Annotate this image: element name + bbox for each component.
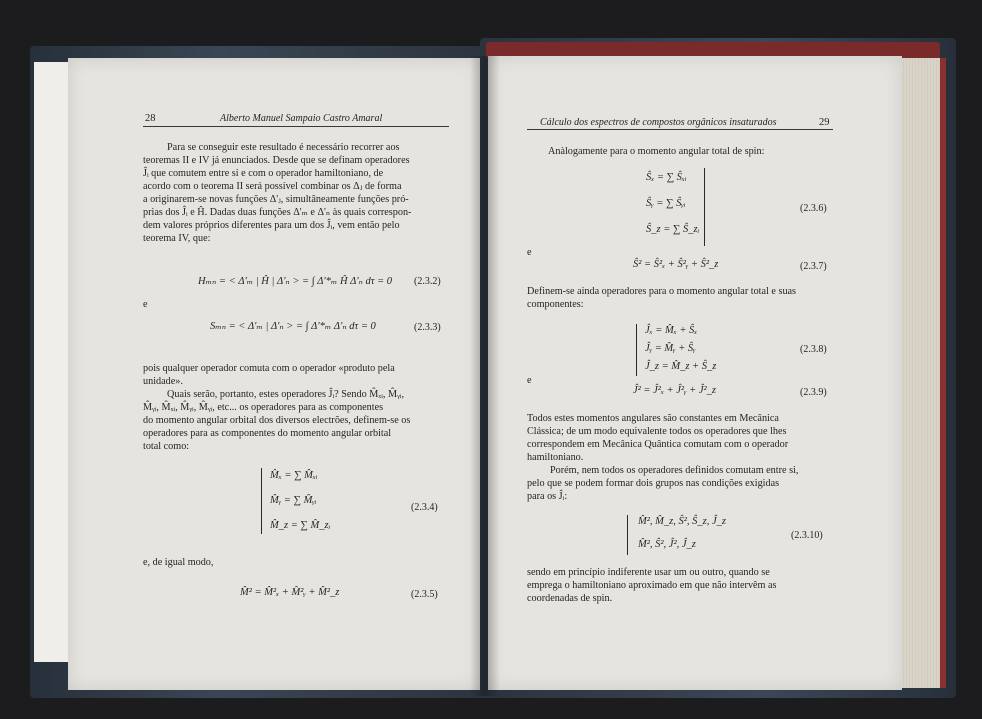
equation-number: (2.3.2) bbox=[414, 276, 441, 287]
equation-2-3-7: Ŝ² = Ŝ²ₓ + Ŝ²ᵧ + Ŝ²_z bbox=[633, 259, 719, 270]
text-line: total como: bbox=[143, 441, 190, 452]
equation-number: (2.3.6) bbox=[800, 203, 827, 214]
text-line: coordenadas de spin. bbox=[527, 593, 613, 604]
brace bbox=[636, 324, 637, 376]
equation-line: Ĵₓ = M̂ₓ + Ŝₓ bbox=[645, 325, 698, 336]
text-line: Ĵᵢ que comutem entre si e com o operador hamiltoniano, de bbox=[143, 168, 384, 179]
equation-number: (2.3.3) bbox=[414, 322, 441, 333]
equation-number: (2.3.9) bbox=[800, 387, 827, 398]
equation-number: (2.3.5) bbox=[411, 589, 438, 600]
text-line: a originarem-se novas funções Δ'ⱼ, simultâneamente funções pró- bbox=[143, 194, 409, 205]
text-line: hamiltoniano. bbox=[527, 452, 584, 463]
equation-2-3-2: Hₘₙ = < Δ'ₘ | Ĥ | Δ'ₙ > = ∫ Δ'*ₘ Ĥ Δ'ₙ dτ = 0 bbox=[198, 276, 393, 287]
gutter-shadow bbox=[470, 56, 500, 696]
text-line: teorema IV, que: bbox=[143, 233, 211, 244]
text-line: Clássica; de um modo equivalente todos os operadores que lhes bbox=[527, 426, 787, 437]
text-line: Quais serão, portanto, estes operadores Ĵᵢ? Sendo M̂ₓᵢ, M̂ᵧᵢ, bbox=[167, 389, 404, 400]
equation-line: M̂², M̂_z, Ŝ², Ŝ_z, Ĵ_z bbox=[638, 516, 726, 527]
text-line: Porém, nem todos os operadores definidos comutam entre si, bbox=[550, 465, 799, 476]
brace bbox=[704, 168, 705, 246]
text-line: teoremas II e IV já enunciados. Desde que se definam operadores bbox=[143, 155, 410, 166]
equation-2-3-3: Sₘₙ = < Δ'ₘ | Δ'ₙ > = ∫ Δ'*ₘ Δ'ₙ dτ = 0 bbox=[210, 321, 376, 332]
equation-line: M̂ᵧ = ∑ M̂ᵧᵢ bbox=[270, 495, 317, 506]
equation-number: (2.3.10) bbox=[791, 530, 823, 541]
conjunction-e: e bbox=[143, 299, 148, 310]
text-line: Definem-se ainda operadores para o momento angular total e suas bbox=[527, 286, 797, 297]
equation-2-3-9: Ĵ² = Ĵ²ₓ + Ĵ²ᵧ + Ĵ²_z bbox=[633, 385, 716, 396]
conjunction-e: e bbox=[527, 375, 532, 386]
equation-line: Ĵᵧ = M̂ᵧ + Ŝᵧ bbox=[645, 343, 696, 354]
equation-line: M̂_z = ∑ M̂_zᵢ bbox=[270, 520, 331, 531]
brace bbox=[627, 515, 628, 555]
equation-line: Ŝ_z = ∑ Ŝ_zᵢ bbox=[646, 224, 700, 235]
text-line: sendo em princípio indiferente usar um ou outro, quando se bbox=[527, 567, 770, 578]
equation-2-3-5: M̂² = M̂²ₓ + M̂²ᵧ + M̂²_z bbox=[240, 587, 340, 598]
left-page-number: 28 bbox=[145, 113, 156, 124]
equation-line: Ŝₓ = ∑ Ŝₓᵢ bbox=[646, 172, 687, 183]
text-line: dem valores próprios diferentes para um dos Ĵᵢ, vem então pelo bbox=[143, 220, 400, 231]
text-line: Anàlogamente para o momento angular total de spin: bbox=[548, 146, 765, 157]
left-page-header: Alberto Manuel Sampaio Castro Amaral bbox=[220, 113, 383, 124]
right-page-header: Cálculo dos espectros de compostos orgânicos insaturados bbox=[540, 117, 777, 128]
text-line: Todos estes momentos angulares são constantes em Mecânica bbox=[527, 413, 779, 424]
page-stack-edge bbox=[940, 58, 946, 688]
right-page-number: 29 bbox=[819, 117, 830, 128]
text-line: M̂ᵧᵢ, M̂ₓᵢ, M̂ᵧᵢ, M̂ᵧᵢ, etc... os operadores para as componentes bbox=[143, 402, 384, 413]
equation-line: Ŝᵧ = ∑ Ŝᵧᵢ bbox=[646, 198, 686, 209]
text-line: componentes: bbox=[527, 299, 584, 310]
text-line: correspondem em Mecânica Quântica comutam com o operador bbox=[527, 439, 789, 450]
right-header-rule bbox=[527, 129, 833, 130]
text-line: operadores para as componentes do momento angular orbital bbox=[143, 428, 392, 439]
left-header-rule bbox=[143, 126, 449, 127]
equation-number: (2.3.7) bbox=[800, 261, 827, 272]
loose-leaf bbox=[34, 62, 72, 662]
text-line: prias dos Ĵᵢ e Ĥ. Dadas duas funções Δ'ₘ e Δ'ₙ às quais correspon- bbox=[143, 207, 412, 218]
brace bbox=[261, 468, 262, 534]
text-line: para os Ĵᵢ: bbox=[527, 491, 568, 502]
equation-line: M̂², Ŝ², Ĵ², Ĵ_z bbox=[638, 539, 696, 550]
text-line: Para se conseguir este resultado é necessário recorrer aos bbox=[167, 142, 400, 153]
equation-line: Ĵ_z = M̂_z + Ŝ_z bbox=[645, 361, 717, 372]
equation-number: (2.3.4) bbox=[411, 502, 438, 513]
conjunction-e: e bbox=[527, 247, 532, 258]
text-line: pois qualquer operador comuta com o operador «produto pela bbox=[143, 363, 395, 374]
text-line: emprega o hamiltoniano aproximado em que não intervêm as bbox=[527, 580, 777, 591]
text-line: do momento angular orbital dos diversos electrões, definem-se os bbox=[143, 415, 411, 426]
text-line: e, de igual modo, bbox=[143, 557, 214, 568]
equation-number: (2.3.8) bbox=[800, 344, 827, 355]
text-line: unidade». bbox=[143, 376, 183, 387]
equation-line: M̂ₓ = ∑ M̂ₓᵢ bbox=[270, 470, 318, 481]
text-line: acordo com o teorema II será possível combinar os Δⱼ de forma bbox=[143, 181, 402, 192]
text-line: pelo que se podem formar dois grupos nas condições exigidas bbox=[527, 478, 780, 489]
